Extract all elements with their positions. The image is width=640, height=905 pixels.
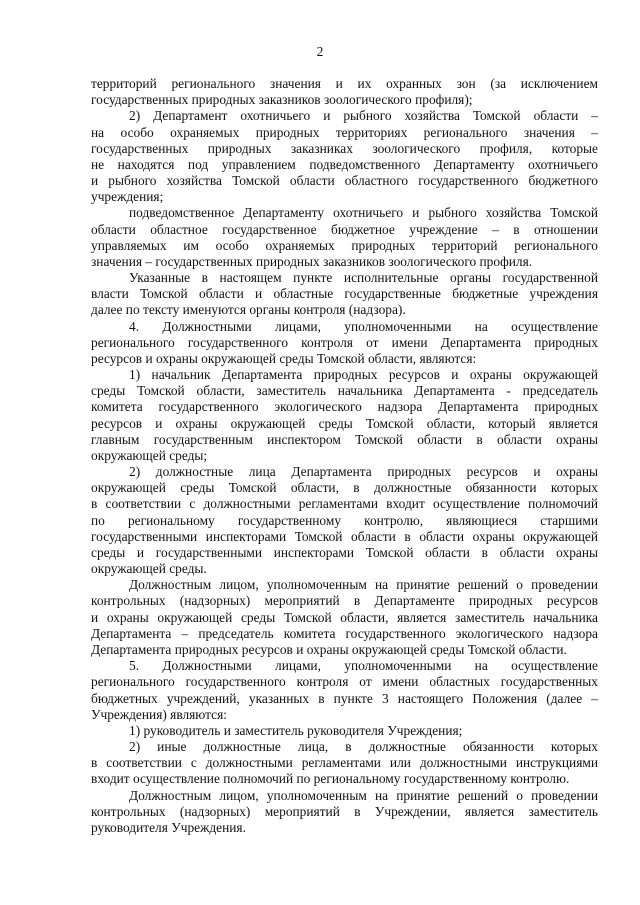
text-line: не находятся под управлением подведомственного Департаменту охотничьего <box>91 156 598 172</box>
text-line: 1) руководитель и заместитель руководителя Учреждения; <box>129 722 463 738</box>
text-line: регионального государственного контроля от имени областных государственных <box>91 674 598 690</box>
text-line: подведомственное Департаменту охотничьего и рыбного хозяйства Томской <box>129 205 598 221</box>
text-line: бюджетных учреждений, указанных в пункте 3 настоящего Положения (далее – <box>91 690 598 706</box>
text-line: комитета государственного экологического надзора Департамента природных <box>91 399 598 415</box>
text-line: территорий регионального значения и их охранных зон (за исключением <box>91 76 598 91</box>
text-line: контрольных (надзорных) мероприятий в Департаменте природных ресурсов <box>91 593 598 609</box>
text-line: окружающей среды. <box>91 561 207 577</box>
text-line: и рыбного хозяйства Томской области областного государственного бюджетного <box>91 173 598 188</box>
text-line: контрольных (надзорных) мероприятий в Учреждении, является заместитель <box>91 803 598 819</box>
text-line: Должностным лицом, уполномоченным на принятие решений о проведении <box>129 787 598 803</box>
text-line: среды и государственными инспекторами Томской области в области охраны <box>91 544 598 560</box>
page-number: 2 <box>316 44 324 59</box>
text-line: в соответствии с должностными регламентами входит осуществление полномочий <box>91 496 598 512</box>
text-line: государственных природных заказниках зоологического профиля, которые <box>91 140 598 156</box>
text-line: Должностным лицом, уполномоченным на принятие решений о проведении <box>129 577 598 593</box>
text-line: среды Томской области, заместитель начальника Департамента - председатель <box>91 383 598 399</box>
text-line: 1) начальник Департамента природных ресурсов и охраны окружающей <box>129 367 598 383</box>
text-line: регионального государственного контроля от имени Департамента природных <box>91 334 598 350</box>
text-line: государственными инспекторами Томской области в области охраны окружающей <box>91 528 598 544</box>
text-line: на особо охраняемых природных территориях регионального значения – <box>91 124 598 140</box>
text-line: далее по тексту именуются органы контроля (надзора). <box>91 302 406 318</box>
text-line: главным государственным инспектором Томской области в области охраны <box>91 431 598 447</box>
text-line: 2) должностные лица Департамента природных ресурсов и охраны <box>129 464 598 480</box>
text-line: Департамента – председатель комитета государственного экологического надзора <box>91 625 598 641</box>
text-line: окружающей среды; <box>91 447 208 463</box>
text-line: Учреждения) являются: <box>91 706 227 722</box>
text-line: Департамента природных ресурсов и охраны окружающей среды Томской области. <box>91 642 567 657</box>
text-line: ресурсов и охраны окружающей среды Томской области, являются: <box>91 350 477 366</box>
text-line: ресурсов и охраны окружающей среды Томской области, который является <box>91 415 598 431</box>
text-line: в соответствии с должностными регламентами или должностными инструкциями <box>91 755 598 771</box>
text-line: 5. Должностными лицами, уполномоченными на осуществление <box>129 658 598 674</box>
text-line: 2) иные должностные лица, в должностные обязанности которых <box>129 739 598 754</box>
text-line: значения – государственных природных заказников зоологического профиля. <box>91 253 533 269</box>
text-line: руководителя Учреждения. <box>91 819 246 835</box>
text-line: государственных природных заказников зоологического профиля); <box>91 92 473 108</box>
text-line: по региональному государственному контролю, являющиеся старшими <box>91 512 598 528</box>
text-line: власти Томской области и областные государственные бюджетные учреждения <box>91 286 598 302</box>
text-line: 4. Должностными лицами, уполномоченными на осуществление <box>129 318 598 334</box>
text-line: и охраны окружающей среды Томской области, является заместитель начальника <box>91 609 598 625</box>
text-line: Указанные в настоящем пункте исполнительные органы государственной <box>129 270 598 285</box>
text-line: учреждения; <box>91 189 164 205</box>
text-line: области областное государственное бюджетное учреждение – в отношении <box>91 221 598 237</box>
text-line: входит осуществление полномочий по региональному государственному контролю. <box>91 771 570 787</box>
text-line: 2) Департамент охотничьего и рыбного хозяйства Томской области – <box>129 108 598 124</box>
text-line: управляемых им особо охраняемых природных территорий регионального <box>91 237 598 253</box>
text-line: окружающей среды Томской области, в должностные обязанности которых <box>91 480 598 496</box>
